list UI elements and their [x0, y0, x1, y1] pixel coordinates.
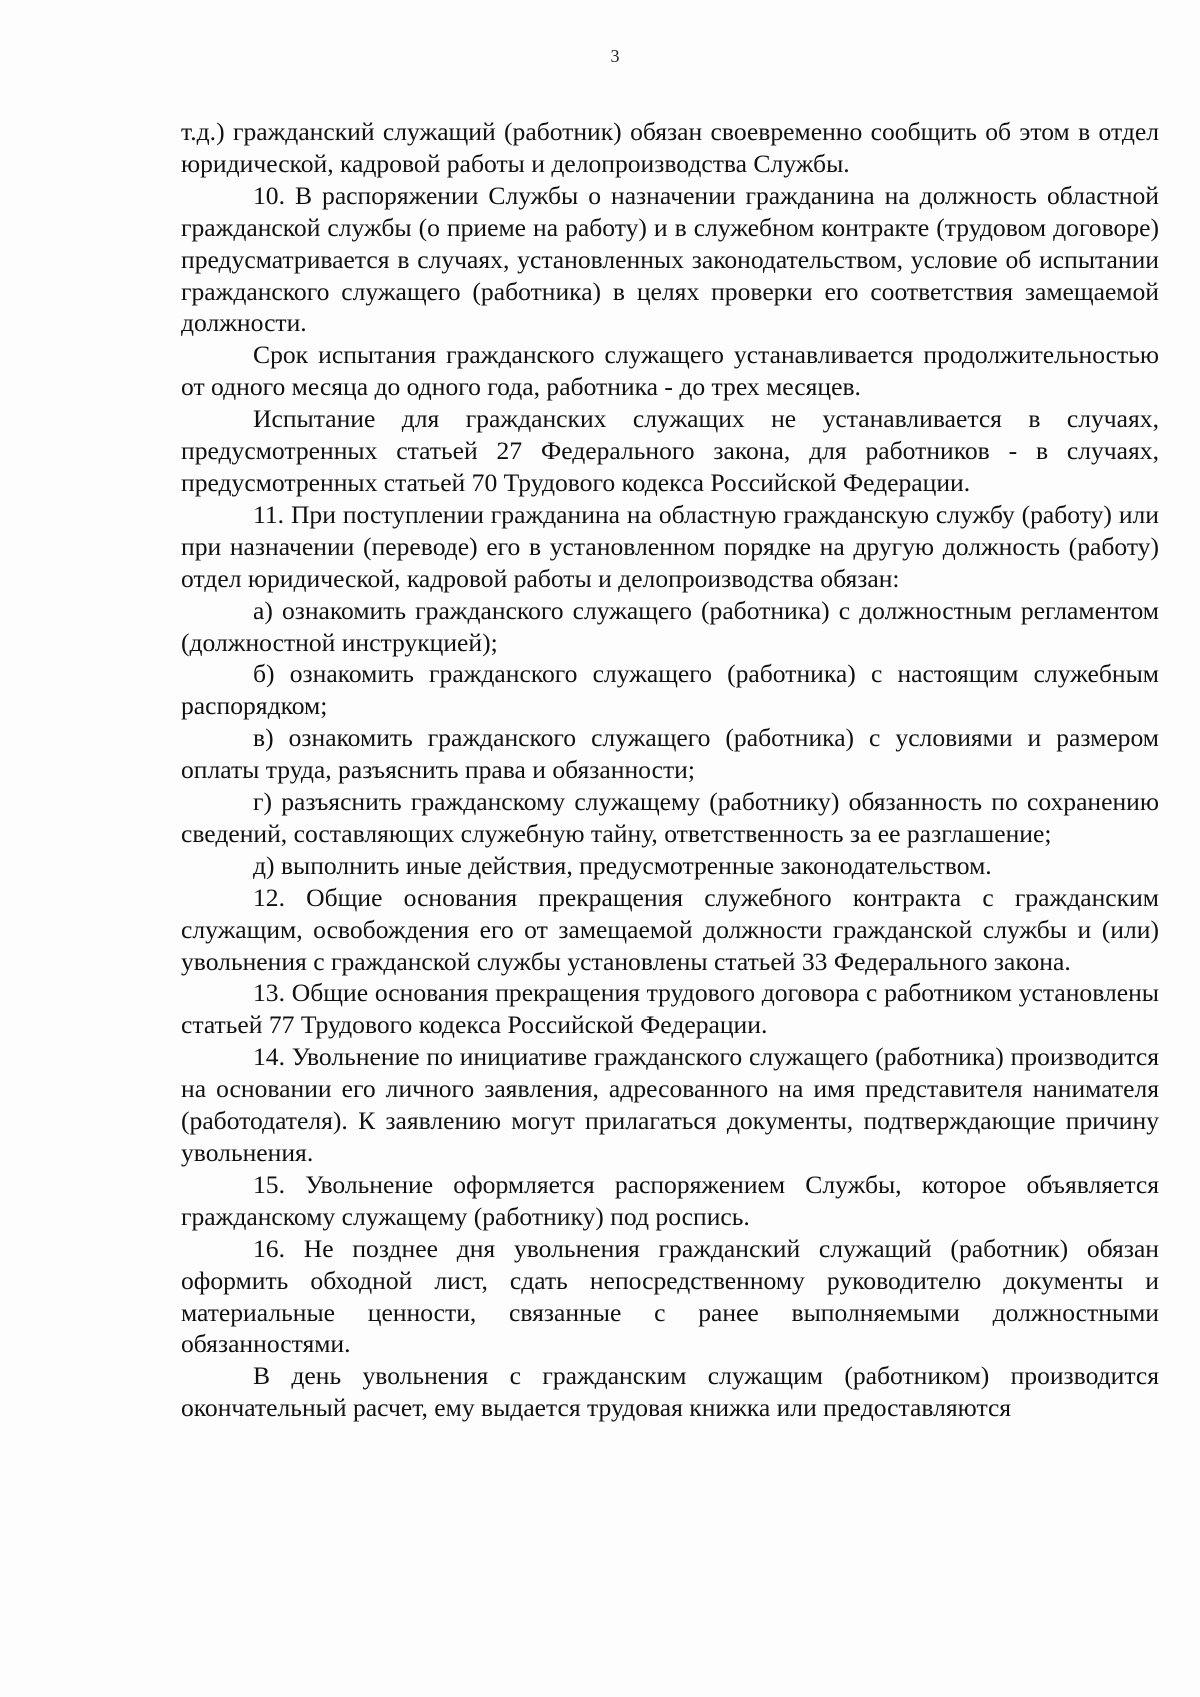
- paragraph-continuation: т.д.) гражданский служащий (работник) обязан своевременно сообщить об этом в отдел юридической, кадровой работы и делопроизводства Службы.: [181, 117, 1159, 178]
- paragraph-16: 16. Не позднее дня увольнения гражданский служащий (работник) обязан оформить обходной лист, сдать непосредственному руководителю документы и материальные ценности, связанные с ранее выполняемыми должностными обязанностями.: [181, 1233, 1159, 1359]
- list-item-a: а) ознакомить гражданского служащего (работника) с должностным регламентом (должностной инструкцией);: [181, 595, 1159, 657]
- list-item-v: в) ознакомить гражданского служащего (работника) с условиями и размером оплаты труда, разъяснить права и обязанности;: [181, 723, 1159, 785]
- paragraph-15: 15. Увольнение оформляется распоряжением Службы, которое объявляется гражданскому служащему (работнику) под роспись.: [181, 1169, 1159, 1231]
- list-item-b: б) ознакомить гражданского служащего (работника) с настоящим служебным распорядком;: [181, 659, 1159, 721]
- document-body: [181, 116, 1159, 1424]
- page-number: 3: [610, 46, 620, 66]
- paragraph-probation-exceptions: Испытание для гражданских служащих не устанавливается в случаях, предусмотренных статьей 27 Федерального закона, для работников - в случаях, предусмотренных статьей 70 Трудового кодекса Российской Федерации.: [181, 404, 1159, 497]
- paragraph-final-settlement: В день увольнения с гражданским служащим (работником) производится окончательный расчет, ему выдается трудовая книжка или предоставляются: [181, 1361, 1159, 1423]
- paragraph-12: 12. Общие основания прекращения служебного контракта с гражданским служащим, освобождения его от замещаемой должности гражданской службы и (или) увольнения с гражданской службы установлены статьей 33 Федерального закона.: [181, 882, 1159, 976]
- paragraph-10: 10. В распоряжении Службы о назначении гражданина на должность областной гражданской службы (о приеме на работу) и в служебном контракте (трудовом договоре) предусматривается в случаях, установленных законодательством, условие об испытании гражданского служащего (работника) в целях проверки его соответствия замещаемой должности.: [181, 180, 1159, 338]
- list-item-d: д) выполнить иные действия, предусмотренные законодательством.: [253, 850, 992, 880]
- paragraph-13: 13. Общие основания прекращения трудового договора с работником установлены статьей 77 Трудового кодекса Российской Федерации.: [181, 978, 1159, 1040]
- paragraph-14: 14. Увольнение по инициативе гражданского служащего (работника) производится на основании его личного заявления, адресованного на имя представителя нанимателя (работодателя). К заявлению могут прилагаться документы, подтверждающие причину увольнения.: [181, 1042, 1159, 1167]
- list-item-g: г) разъяснить гражданскому служащему (работнику) обязанность по сохранению сведений, составляющих служебную тайну, ответственность за ее разглашение;: [181, 787, 1159, 848]
- paragraph-probation-term: Срок испытания гражданского служащего устанавливается продолжительностью от одного месяца до одного года, работника - до трех месяцев.: [181, 340, 1159, 402]
- paragraph-11: 11. При поступлении гражданина на областную гражданскую службу (работу) или при назначении (переводе) его в установленном порядке на другую должность (работу) отдел юридической, кадровой работы и делопроизводства обязан:: [181, 499, 1159, 593]
